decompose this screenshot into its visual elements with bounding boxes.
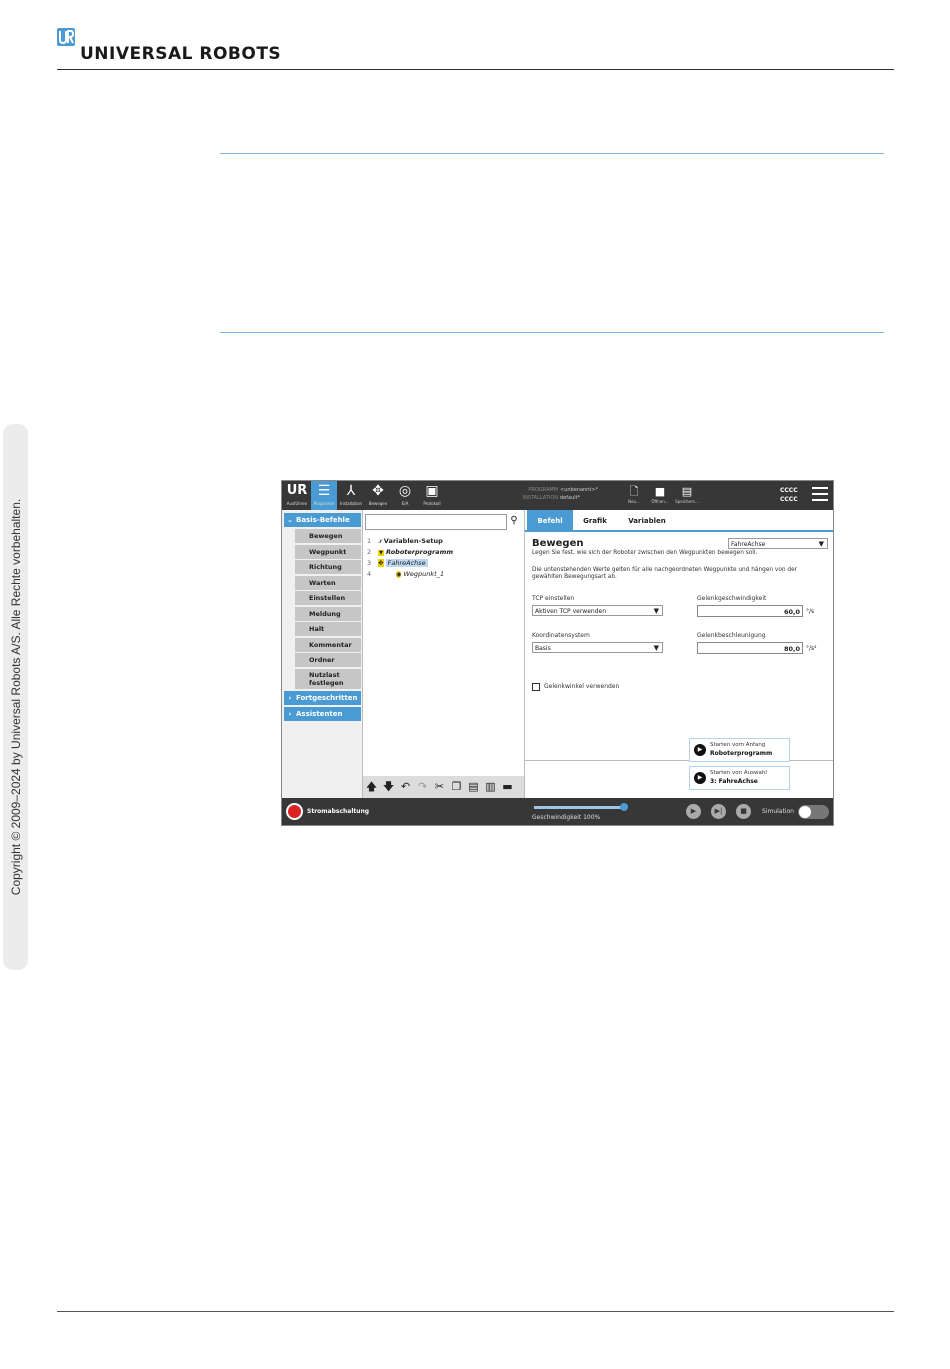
io-icon: ◎ [398,483,412,499]
command-set[interactable]: Einstellen [295,591,361,605]
footer-rule [57,1311,894,1312]
tab-command[interactable]: Befehl [527,510,573,530]
tcp-select[interactable] [532,605,663,616]
command-popup[interactable]: Meldung [295,607,361,621]
category-advanced-label: Fortgeschritten [296,694,358,702]
status-line-1: CCCC [780,487,798,494]
tree-row-number: 3 [367,559,372,567]
simulation-toggle[interactable] [798,805,829,819]
tree-row-label-selected: FahreAchse [387,559,426,567]
category-wizards[interactable] [284,707,361,721]
step-button[interactable] [711,804,726,819]
tab-graphics[interactable]: Grafik [583,517,607,525]
tree-row[interactable] [367,547,453,557]
tab-move[interactable] [365,481,391,510]
command-details-panel [525,510,833,798]
move-icon: ✥ [372,483,384,499]
detail-tabs [525,510,833,532]
command-folder[interactable]: Ordner [295,653,361,667]
coordinate-system-select[interactable] [532,642,663,653]
step-icon: ▶| [714,807,723,815]
tab-log-label: Protokoll [423,501,441,506]
category-advanced[interactable] [284,691,361,705]
tree-search-input[interactable] [365,514,507,530]
tree-toolbar [363,776,524,798]
tab-run-label: Ausführen [286,501,308,506]
command-waypoint[interactable]: Wegpunkt [295,545,361,559]
tree-row[interactable] [367,558,428,568]
play-button[interactable] [686,804,701,819]
move-down-icon[interactable]: 🡇 [382,780,395,793]
tab-program[interactable] [311,481,337,510]
paste-icon[interactable]: ▤ [468,780,479,793]
move-type-select[interactable] [728,538,828,549]
top-toolbar [282,481,833,510]
speed-label: Geschwindigkeit 100% [532,814,601,821]
tcp-value: Aktiven TCP verwenden [535,608,606,615]
undo-icon[interactable]: ↶ [400,780,411,793]
coordinate-system-label: Koordinatensystem [532,632,590,639]
log-icon: ▣ [425,483,439,499]
program-info [512,486,598,502]
program-icon: ☰ [317,483,331,499]
dropdown-arrow-icon: ▼ [653,644,659,652]
joint-accel-input[interactable]: 80,0 [697,642,803,654]
tab-variables[interactable]: Variablen [628,517,666,525]
status-indicator [780,486,798,504]
toggle-knob [799,806,811,818]
coordinate-system-value: Basis [535,645,551,652]
copyright-text: Copyright © 2009–2024 by Universal Robots A/S. Alle Rechte vorbehalten. [8,498,23,896]
status-line-2: CCCC [780,496,798,503]
copyright-sidebar [3,424,28,970]
redo-icon[interactable]: ↷ [417,780,428,793]
command-payload-line2: festlegen [309,679,344,687]
move-icon: ✥ [378,559,384,567]
copy-icon[interactable]: ❐ [451,780,462,793]
tab-installation-label: Installation [339,501,363,506]
start-from-selection-option[interactable] [689,766,790,790]
command-payload[interactable] [295,669,361,689]
command-halt[interactable]: Halt [295,622,361,636]
delete-icon[interactable]: ▥ [485,780,496,793]
joint-speed-unit: °/s [806,608,815,615]
open-folder-icon: ■ [654,485,666,498]
use-joint-angles-label: Gelenkwinkel verwenden [544,683,620,690]
tab-installation[interactable] [338,481,364,510]
brand-text: UNIVERSAL ROBOTS [80,44,282,64]
tree-row[interactable] [367,536,443,546]
dropdown-arrow-icon: ▼ [818,540,824,548]
tab-io-label: E/A [401,501,409,506]
search-icon[interactable]: ⚲ [510,515,518,526]
panel-note: Die untenstehenden Werte gelten für alle nachgeordneten Wegpunkte und hängen von der gewählten Bewegungsart ab. [532,567,798,580]
suppress-icon[interactable]: ▬ [502,780,513,793]
joint-accel-unit: °/s² [806,645,817,652]
category-basic-label: Basis-Befehle [296,516,350,524]
tree-row-label: Roboterprogramm [386,548,454,556]
bottom-bar [282,798,833,825]
panel-description: Legen Sie fest, wie sich der Roboter zwischen den Wegpunkten bewegen soll. [532,550,758,556]
category-basic[interactable] [284,513,361,527]
polyscope-screenshot [281,480,834,826]
play-icon: ▶ [694,744,706,756]
tab-io[interactable] [392,481,418,510]
installation-name: default* [560,495,581,501]
tree-row-number: 1 [367,537,372,545]
tab-log[interactable] [419,481,445,510]
program-tree [363,510,525,798]
move-up-icon[interactable]: 🡅 [365,780,378,793]
category-wizards-label: Assistenten [296,710,343,718]
start-from-beginning-line2: Roboterprogramm [710,750,773,757]
new-label: Neu... [628,499,640,504]
play-icon: ▶ [694,772,706,784]
stop-button[interactable] [736,804,751,819]
save-label: Speichern... [675,499,699,504]
command-wait[interactable]: Warten [295,576,361,590]
power-icon [288,805,301,818]
tree-row-label: Variablen-Setup [383,537,443,545]
command-panel [282,510,363,798]
installation-key: INSTALLATION [522,495,558,501]
chevron-down-icon: ⌄ [287,516,293,524]
header-rule [57,69,894,70]
new-file-icon: 🗋 [629,485,639,498]
panel-title: Bewegen [532,538,584,549]
variables-icon: 𝑥 [378,537,382,545]
command-comment[interactable]: Kommentar [295,638,361,652]
program-key: PROGRAMM [528,487,558,493]
cut-icon[interactable]: ✂ [434,780,445,793]
command-move[interactable]: Bewegen [295,529,361,543]
start-from-beginning-option[interactable] [689,738,790,762]
installation-icon: ⅄ [346,483,356,499]
tcp-label: TCP einstellen [532,595,575,602]
joint-speed-input[interactable]: 60,0 [697,605,803,617]
tree-row-label: Wegpunkt_1 [403,570,445,578]
dropdown-arrow-icon: ▼ [653,607,659,615]
start-from-beginning-line1: Starten vom Anfang [710,742,766,748]
start-from-selection-line1: Starten von Auswahl [710,770,767,776]
tree-row-number: 4 [367,570,372,578]
speed-slider-handle[interactable] [620,803,628,811]
ur-logo-icon [57,28,75,46]
run-icon: UR [286,483,308,498]
power-label: Stromabschaltung [307,808,370,815]
tab-run[interactable] [284,481,310,510]
joint-accel-label: Gelenkbeschleunigung [697,632,766,639]
power-button[interactable] [286,803,303,820]
simulation-label: Simulation [762,808,794,815]
new-button[interactable] [622,484,646,510]
chevron-right-icon: › [288,710,292,718]
program-name: <unbenannt>* [560,487,598,493]
program-arrow-icon: ▼ [379,550,383,556]
open-label: Öffnen... [651,499,669,504]
start-from-selection-line2: 3: FahreAchse [710,778,758,785]
waypoint-icon: ◉ [396,571,402,578]
save-button[interactable] [675,484,699,510]
stop-icon: ■ [740,807,747,815]
command-payload-line1: Nutzlast [309,671,340,679]
move-type-value: FahreAchse [731,541,766,548]
section-rule-bottom [220,332,884,333]
chevron-right-icon: › [288,694,292,702]
command-direction[interactable]: Richtung [295,560,361,574]
play-icon: ▶ [690,807,697,815]
tab-program-label: Programm [313,501,335,506]
tree-row-number: 2 [367,548,372,556]
open-button[interactable] [648,484,672,510]
tree-row[interactable] [367,569,444,579]
save-icon: ▤ [681,485,693,498]
hamburger-menu-icon[interactable] [812,487,828,505]
section-rule-top [220,153,884,154]
speed-slider[interactable] [534,806,624,809]
tab-move-label: Bewegen [368,501,388,506]
joint-speed-label: Gelenkgeschwindigkeit [697,595,767,602]
use-joint-angles-checkbox[interactable] [532,683,540,691]
